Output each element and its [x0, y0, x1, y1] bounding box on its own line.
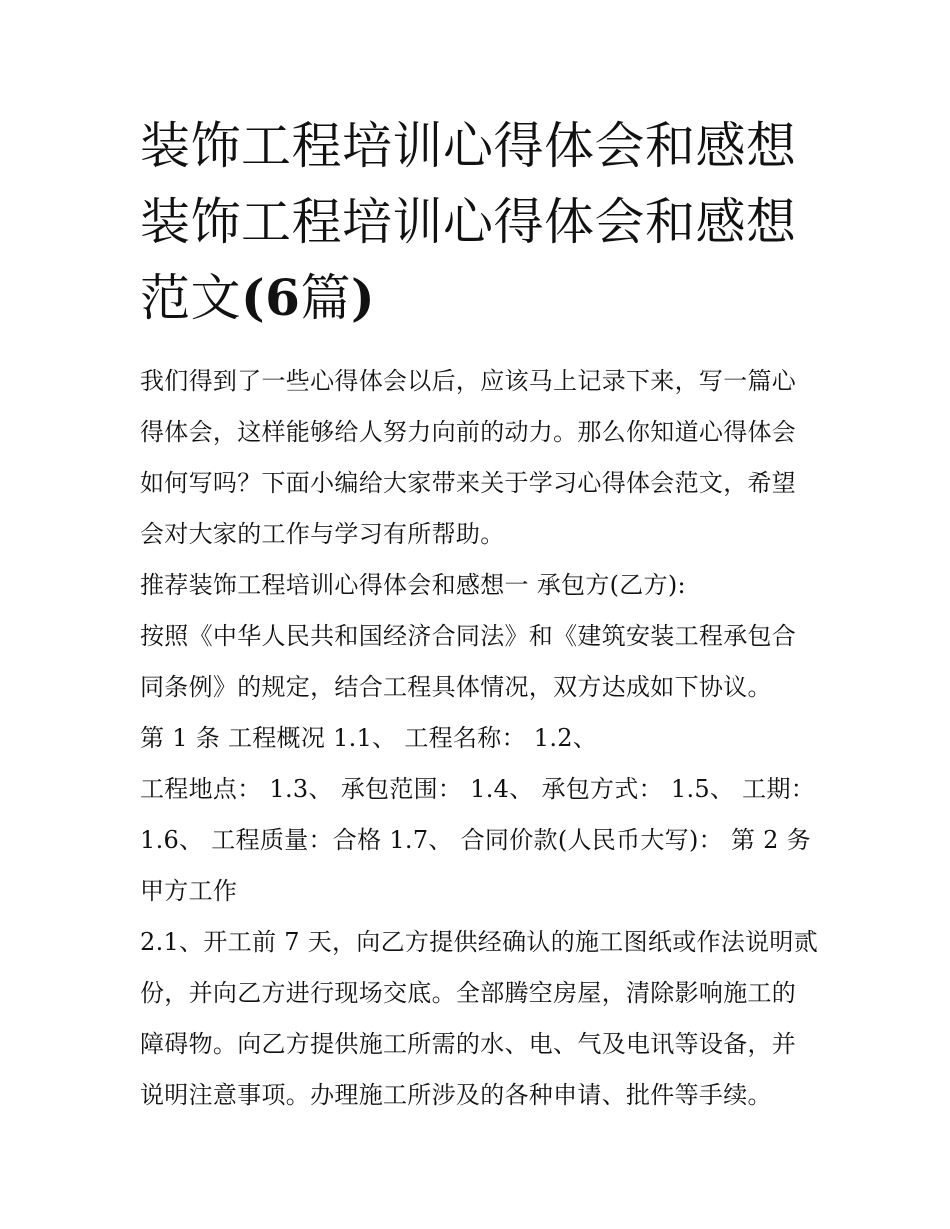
body-line: 同条例》的规定，结合工程具体情况，双方达成如下协议。 [140, 673, 772, 701]
body-line: 推荐装饰工程培训心得体会和感想一 承包方(乙方): [140, 571, 686, 599]
body-line: 如何写吗？下面小编给大家带来关于学习心得体会范文，希望 [140, 469, 797, 497]
document-body [140, 356, 820, 1121]
body-line: 甲方工作 [140, 877, 238, 905]
body-line: 说明注意事项。办理施工所涉及的各种申请、批件等手续。 [140, 1081, 772, 1109]
body-line: 会对大家的工作与学习有所帮助。 [140, 520, 505, 548]
body-line: 份，并向乙方进行现场交底。全部腾空房屋，清除影响施工的 [140, 979, 797, 1007]
title-line-2: 装饰工程培训心得体会和感想 [140, 193, 797, 251]
body-line: 2.1、开工前 7 天，向乙方提供经确认的施工图纸或作法说明贰 [140, 928, 818, 956]
title-line-3-prefix: 范文 [140, 269, 241, 327]
title-line-3 [140, 260, 820, 336]
body-line: 我们得到了一些心得体会以后，应该马上记录下来，写一篇心 [140, 367, 797, 395]
body-line: 第 1 条 工程概况 1.1、 工程名称： 1.2、 [140, 724, 598, 752]
body-line: 障碍物。向乙方提供施工所需的水、电、气及电讯等设备，并 [140, 1030, 797, 1058]
title-line-3-suffix: ) [350, 268, 376, 327]
document-title [140, 108, 820, 336]
body-line: 工程地点： 1.3、 承包范围： 1.4、 承包方式： 1.5、 工期： [140, 775, 816, 803]
body-line: 得体会，这样能够给人努力向前的动力。那么你知道心得体会 [140, 418, 797, 446]
body-line: 1.6、 工程质量：合格 1.7、 合同价款(人民币大写)： 第 2 务 [140, 826, 811, 854]
title-line-3-mid: 篇 [300, 269, 351, 327]
title-line-1: 装饰工程培训心得体会和感想 [140, 117, 797, 175]
body-line: 按照《中华人民共和国经济合同法》和《建筑安装工程承包合 [140, 622, 797, 650]
title-line-3-count: (6 [241, 268, 301, 327]
